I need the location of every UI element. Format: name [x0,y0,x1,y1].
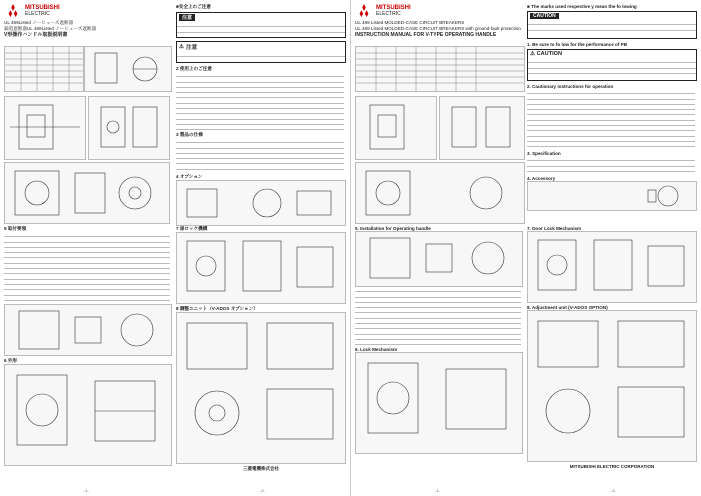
section-heading: 8 調整ユニット（V-ADOS オプション） [176,306,258,311]
title-line: INSTRUCTION MANUAL FOR V-TYPE OPERATING HANDLE [355,32,497,38]
section-heading: 3 製品の仕様 [176,132,203,137]
title-line: UL 489 Listed MOLDED-CASE CIRCUIT BREAKERS with ground-fault protection [355,26,521,31]
lock-figure [4,364,172,466]
section-heading: 5. Installation for Operating handle [355,226,431,231]
caution-box-2 [527,49,697,81]
section-heading: 3. Specification [527,151,561,156]
section-heading: 1. Be sure to fo low for the performance of PB [527,42,628,47]
spec-table [355,46,525,92]
panel-cutout-figure [4,162,170,224]
adjust-unit-figure [527,310,697,462]
section-heading: 4 オプション [176,174,203,179]
brand-sub: ELECTRIC [25,11,50,17]
section-heading: 2 使用上のご注意 [176,66,212,71]
title-line: UL 489 Listed MOLDED-CASE CIRCUIT BREAKERS [355,20,465,25]
caution-box-2 [176,41,346,63]
install-section [355,226,523,454]
usage-notes [527,89,695,151]
section-heading: 7. Door Lock Mechanism [527,226,582,231]
outline-figure-b [88,96,170,160]
safety-heading: ■安全上のご注意 [176,4,211,9]
english-manual-page [351,0,701,496]
caution-title: 注意 [186,45,198,51]
caution-title: ⚠ CAUTION [530,51,563,57]
title-line: V形操作ハンドル取扱説明書 [4,32,68,38]
title-line: UL 489Listed ノーヒューズ遮断器 [4,20,74,25]
section-heading: 6 外形 [4,358,18,363]
page-number: -2- [611,488,616,493]
outline-figure-a [4,96,86,160]
mitsubishi-logo [355,4,411,18]
mitsubishi-diamonds-icon [4,4,22,18]
section-heading: 2. Cautionary instructions for operation [527,84,614,89]
brand-name: MITSUBISHI [25,5,60,11]
brand-sub: ELECTRIC [376,11,401,17]
warning-triangle-icon: ⚠ [179,44,185,50]
page-number: -1- [84,488,89,493]
section-heading: 6. Lock Mechanism [355,347,398,352]
door-lock-section [176,226,346,472]
section-heading: 7 扉ロック機構 [176,226,208,231]
page-number: -2- [260,488,265,493]
caution-tag: CAUTION [530,13,559,19]
install-section [4,226,172,466]
lock-figure [355,352,523,454]
page-number: -1- [435,488,440,493]
mitsubishi-logo [4,4,60,18]
section-heading: 5 取付要領 [4,226,27,231]
title-line: 漏電遮断器UL 489Listed ノーヒューズ遮断器 [4,26,97,31]
mitsubishi-diamonds-icon [355,4,373,18]
document-title [4,20,164,38]
section-heading: 8. Adjustment unit (V-ADOS OPTION) [527,305,608,310]
outline-figure-a [355,96,437,160]
door-lock-figure [176,232,346,304]
spec-table [4,46,84,92]
accessory-figure [527,181,697,211]
handle-figure [84,46,172,92]
install-figure [4,304,172,356]
install-notes [355,287,521,347]
safety-section [176,4,346,226]
footer-brand: MITSUBISHI ELECTRIC CORPORATION [569,464,655,469]
caution-tag: 注意 [179,14,195,21]
usage-notes [176,72,344,132]
brand-name: MITSUBISHI [376,5,411,11]
caution-box [527,11,697,39]
spec-notes [176,138,344,174]
door-lock-section [527,226,697,469]
safety-section [527,4,697,211]
japanese-manual-page [0,0,350,496]
door-lock-figure [527,231,697,303]
adjust-unit-figure [176,312,346,464]
install-notes [4,232,170,304]
caution-box [176,12,346,38]
spec-notes [527,156,695,176]
footer-brand: 三菱電機株式会社 [243,466,279,471]
install-figure [355,231,523,287]
marks-heading: ■ The marks used respective y mean the fo lowing [527,4,637,9]
option-figure [176,180,346,226]
panel-cutout-figure [355,162,525,224]
outline-figure-b [439,96,525,160]
document-title [355,20,523,38]
section-heading: 4. Accessory [527,176,556,181]
